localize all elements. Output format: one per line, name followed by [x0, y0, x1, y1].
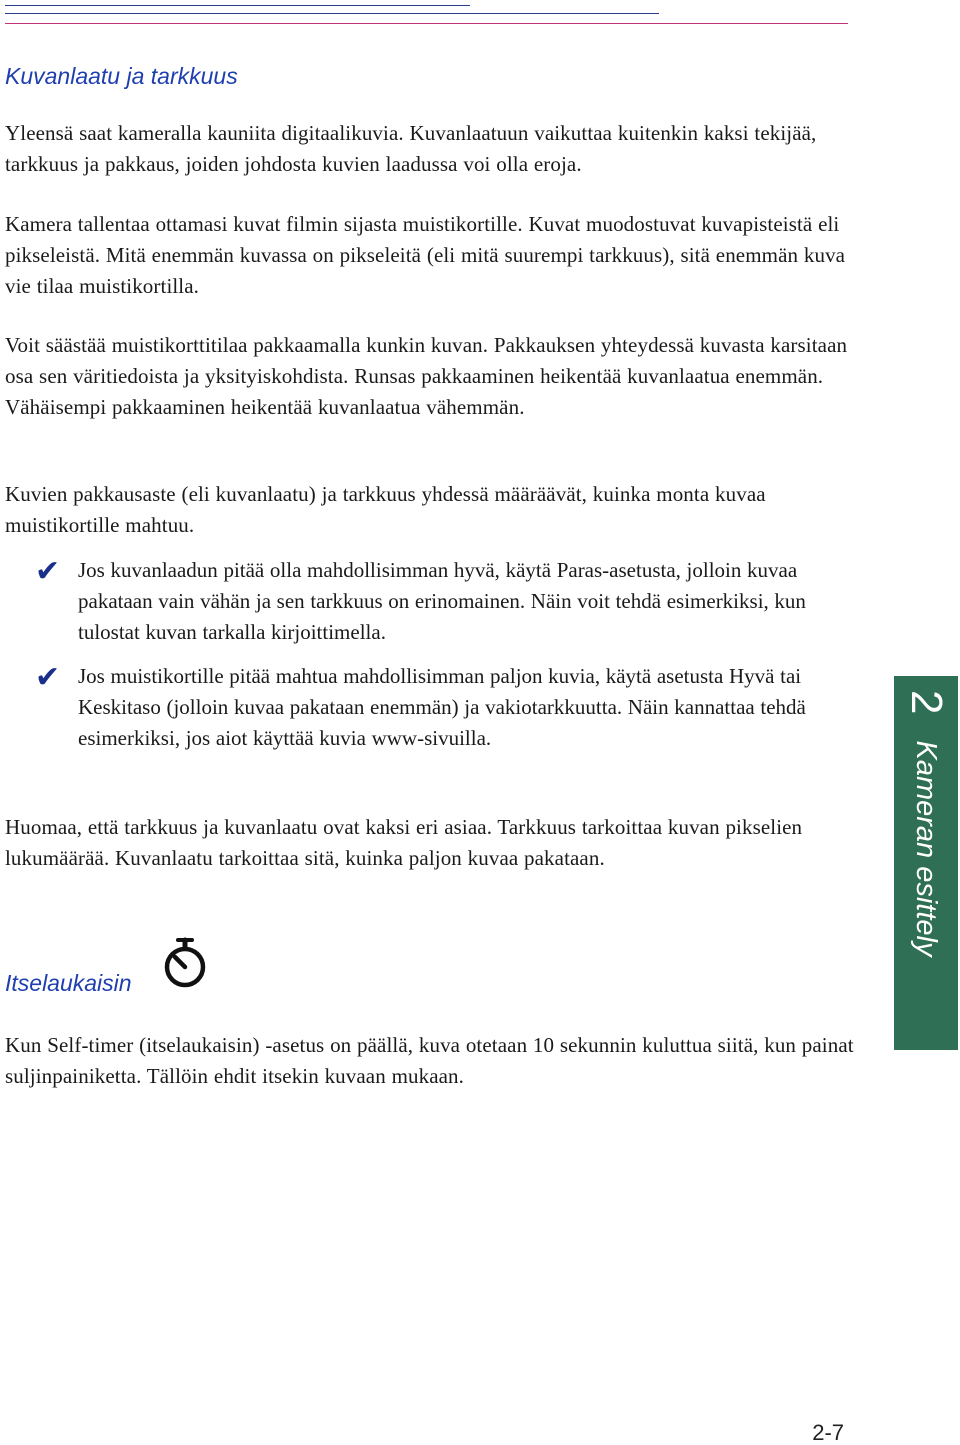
paragraph-pixels: Kamera tallentaa ottamasi kuvat filmin sijasta muistikortille. Kuvat muodostuvat kuvapisteistä eli pikseleistä. Mitä enemmän kuvassa on pikseleitä (eli mitä suurempi tarkkuus), sitä enemmän kuva vie tilaa muistikortilla.	[5, 212, 846, 298]
page-number: 2-7	[812, 1420, 844, 1445]
paragraph-compression: Voit säästää muistikorttitilaa pakkaamalla kunkin kuvan. Pakkauksen yhteydessä kuvasta karsitaan osa sen väritiedoista ja yksityiskohdista. Runsas pakkaaminen heikentää kuvanlaatua enemmän. Vähäisempi pakkaaminen heikentää kuvanlaatua vähemmän.	[5, 333, 848, 419]
header-rule-medium	[5, 13, 659, 14]
chapter-title: Kameran esittely	[910, 740, 942, 957]
paragraph-capacity: Kuvien pakkausaste (eli kuvanlaatu) ja tarkkuus yhdessä määräävät, kuinka monta kuvaa muistikortille mahtuu.	[5, 482, 766, 537]
bullet-text: Jos kuvanlaadun pitää olla mahdollisimman hyvä, käytä Paras-asetusta, jolloin kuvaa pakataan vain vähän ja sen tarkkuus on erinomainen. Näin voit tehdä esimerkiksi, kun tulostat kuvan tarkalla kirjoittimella.	[78, 558, 806, 644]
chapter-number: 2	[902, 690, 951, 715]
paragraph-note: Huomaa, että tarkkuus ja kuvanlaatu ovat kaksi eri asiaa. Tarkkuus tarkoittaa kuvan pikselien lukumäärää. Kuvanlaatu tarkoittaa sitä, kuinka paljon kuvaa pakataan.	[5, 815, 803, 870]
checkmark-icon: ✔	[35, 554, 61, 589]
checkmark-icon: ✔	[35, 660, 61, 695]
header-rule-long	[5, 23, 848, 24]
paragraph-self-timer: Kun Self-timer (itselaukaisin) -asetus on päällä, kuva otetaan 10 sekunnin kuluttua siitä, kun painat suljinpainiketta. Tällöin ehdit itsekin kuvaan mukaan.	[5, 1033, 854, 1088]
self-timer-icon	[158, 936, 214, 992]
section-heading-image-quality: Kuvanlaatu ja tarkkuus	[5, 63, 238, 89]
section-heading-self-timer: Itselaukaisin	[5, 970, 132, 996]
bullet-text: Jos muistikortille pitää mahtua mahdollisimman paljon kuvia, käytä asetusta Hyvä tai Keskitaso (jolloin kuvaa pakataan enemmän) ja vakiotarkkuutta. Näin kannattaa tehdä esimerkiksi, jos aiot käyttää kuvia www-sivuilla.	[78, 664, 806, 750]
paragraph-intro: Yleensä saat kameralla kauniita digitaalikuvia. Kuvanlaatuun vaikuttaa kuitenkin kaksi tekijää, tarkkuus ja pakkaus, joiden johdosta kuvien laadussa voi olla eroja.	[5, 121, 817, 176]
chapter-tab	[894, 676, 958, 1050]
header-rule-short	[5, 5, 470, 6]
